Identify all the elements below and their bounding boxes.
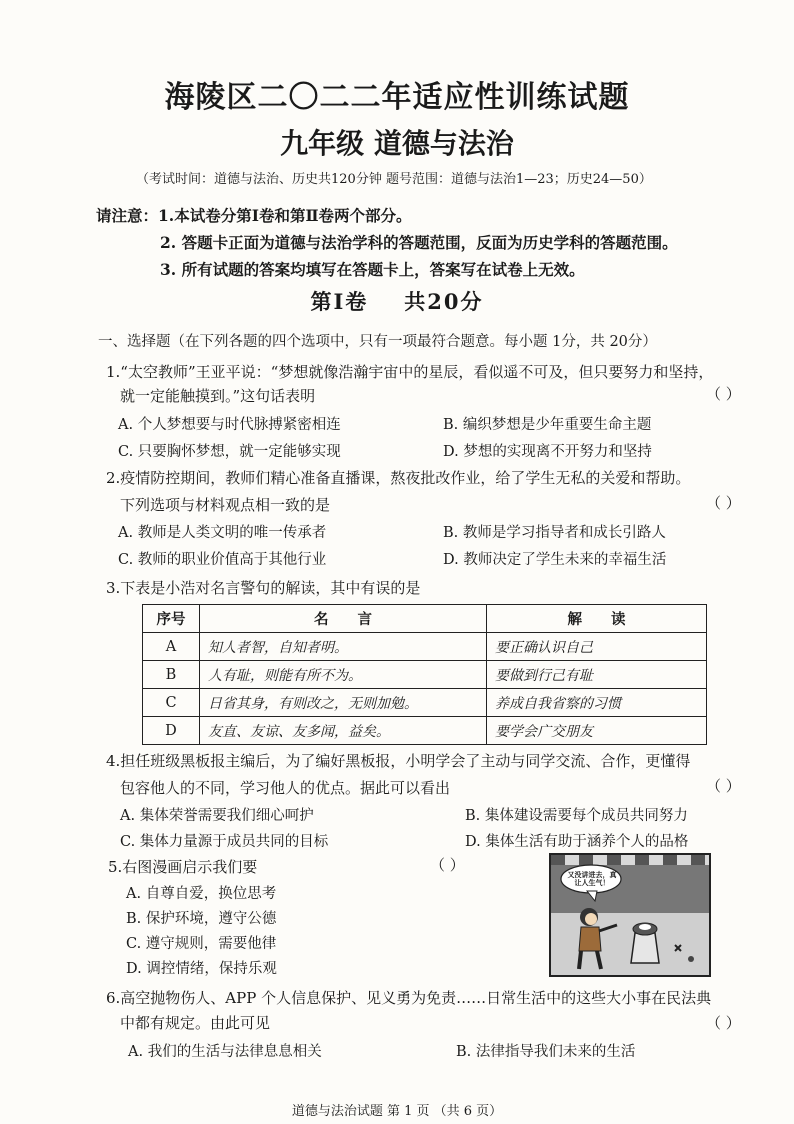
table-header-cell: 名 言 xyxy=(200,605,487,633)
q4-option-b: B. 集体建设需要每个成员共同努力 xyxy=(465,808,688,824)
q5-cartoon xyxy=(549,853,711,977)
q5-option-a: A. 自尊自爱，换位思考 xyxy=(126,886,277,902)
q6-option-a: A. 我们的生活与法律息息相关 xyxy=(128,1044,322,1060)
q6-answer-paren: （ ） xyxy=(706,1014,741,1032)
q1-answer-paren: （ ） xyxy=(706,385,741,403)
table-row xyxy=(143,633,707,661)
table-header-cell: 序号 xyxy=(143,605,200,633)
table-cell: A xyxy=(143,633,200,661)
table-cell: C xyxy=(143,689,200,717)
table-cell: 要做到行己有耻 xyxy=(487,661,707,689)
table-row xyxy=(143,661,707,689)
table-cell: D xyxy=(143,717,200,745)
notice-item-3: 3. 所有试题的答案均填写在答题卡上，答案写在试卷上无效。 xyxy=(160,260,585,279)
table-cell: 要正确认识自己 xyxy=(487,633,707,661)
q1-line-1: 1.“太空教师”王亚平说：“梦想就像浩瀚宇宙中的星辰，看似遥不可及，但只要努力和坚持， xyxy=(106,363,714,381)
notice-item-2: 2. 答题卡正面为道德与法治学科的答题范围，反面为历史学科的答题范围。 xyxy=(160,233,678,252)
cartoon-speech-text: 又没讲进去，真让人生气！ xyxy=(567,871,617,887)
exam-title: 海陵区二〇二二年适应性训练试题 xyxy=(164,80,630,115)
table-row xyxy=(143,689,707,717)
q2-answer-paren: （ ） xyxy=(706,494,741,512)
q4-answer-paren: （ ） xyxy=(706,777,741,795)
q1-option-c: C. 只要胸怀梦想，就一定能够实现 xyxy=(118,444,341,460)
notice-label: 请注意： xyxy=(96,206,159,225)
table-cell: B xyxy=(143,661,200,689)
q1-option-d: D. 梦想的实现离不开努力和坚持 xyxy=(443,444,652,460)
q2-line-2: 下列选项与材料观点相一致的是 xyxy=(120,496,331,514)
q6-line-2: 中都有规定。由此可见 xyxy=(120,1014,271,1032)
q2-line-1: 2.疫情防控期间，教师们精心准备直播课，熬夜批改作业，给了学生无私的关爱和帮助。 xyxy=(106,469,691,487)
q4-line-1: 4.担任班级黑板报主编后，为了编好黑板报，小明学会了主动与同学交流、合作，更懂得 xyxy=(106,752,691,770)
q2-option-c: C. 教师的职业价值高于其他行业 xyxy=(118,552,327,568)
table-row xyxy=(143,717,707,745)
section-name: 第Ⅰ卷 xyxy=(310,289,369,314)
q4-option-d: D. 集体生活有助于涵养个人的品格 xyxy=(465,834,689,850)
q4-option-a: A. 集体荣誉需要我们细心呵护 xyxy=(120,808,314,824)
table-cell: 知人者智，自知者明。 xyxy=(200,633,487,661)
q2-option-d: D. 教师决定了学生未来的幸福生活 xyxy=(443,552,667,568)
q4-line-2: 包容他人的不同，学习他人的优点。据此可以看出 xyxy=(120,779,451,797)
q3-line-1: 3.下表是小浩对名言警句的解读，其中有误的是 xyxy=(106,579,421,597)
notice-item-1: 1.本试卷分第Ⅰ卷和第Ⅱ卷两个部分。 xyxy=(158,206,412,225)
table-header-row xyxy=(143,605,707,633)
q6-option-b: B. 法律指导我们未来的生活 xyxy=(456,1044,636,1060)
q5-option-d: D. 调控情绪，保持乐观 xyxy=(126,961,277,977)
section-title xyxy=(0,286,794,316)
table-cell: 养成自我省察的习惯 xyxy=(487,689,707,717)
table-header-cell: 解 读 xyxy=(487,605,707,633)
table-cell: 友直、友谅、友多闻，益矣。 xyxy=(200,717,487,745)
q6-line-1: 6.高空抛物伤人、APP 个人信息保护、见义勇为免责……日常生活中的这些大小事在民法典 xyxy=(106,989,712,1007)
q1-option-a: A. 个人梦想要与时代脉搏紧密相连 xyxy=(118,417,341,433)
page-footer: 道德与法治试题 第 1 页 （共 6 页） xyxy=(291,1104,503,1119)
q5-option-b: B. 保护环境，遵守公德 xyxy=(126,911,277,927)
q5-option-c: C. 遵守规则，需要他律 xyxy=(126,936,277,952)
section-score: 共20分 xyxy=(404,289,484,314)
exam-subtitle: 九年级 道德与法治 xyxy=(280,127,514,160)
table-cell: 日省其身，有则改之，无则加勉。 xyxy=(200,689,487,717)
notice-line-1 xyxy=(96,204,412,226)
q2-option-a: A. 教师是人类文明的唯一传承者 xyxy=(118,525,327,541)
q4-option-c: C. 集体力量源于成员共同的目标 xyxy=(120,834,329,850)
table-cell: 要学会广交朋友 xyxy=(487,717,707,745)
q1-line-2: 就一定能触摸到。”这句话表明 xyxy=(120,387,316,405)
q3-table xyxy=(142,604,707,745)
q5-answer-paren: （ ） xyxy=(430,856,465,874)
q2-option-b: B. 教师是学习指导者和成长引路人 xyxy=(443,525,666,541)
exam-info: （考试时间：道德与法治、历史共120分钟 题号范围：道德与法治1—23；历史24—50） xyxy=(136,172,652,187)
q5-line-1: 5.右图漫画启示我们要 xyxy=(108,858,258,876)
part-heading: 一、选择题（在下列各题的四个选项中，只有一项最符合题意。每小题 1分，共 20分） xyxy=(98,334,657,350)
q1-option-b: B. 编织梦想是少年重要生命主题 xyxy=(443,417,652,433)
table-cell: 人有耻，则能有所不为。 xyxy=(200,661,487,689)
